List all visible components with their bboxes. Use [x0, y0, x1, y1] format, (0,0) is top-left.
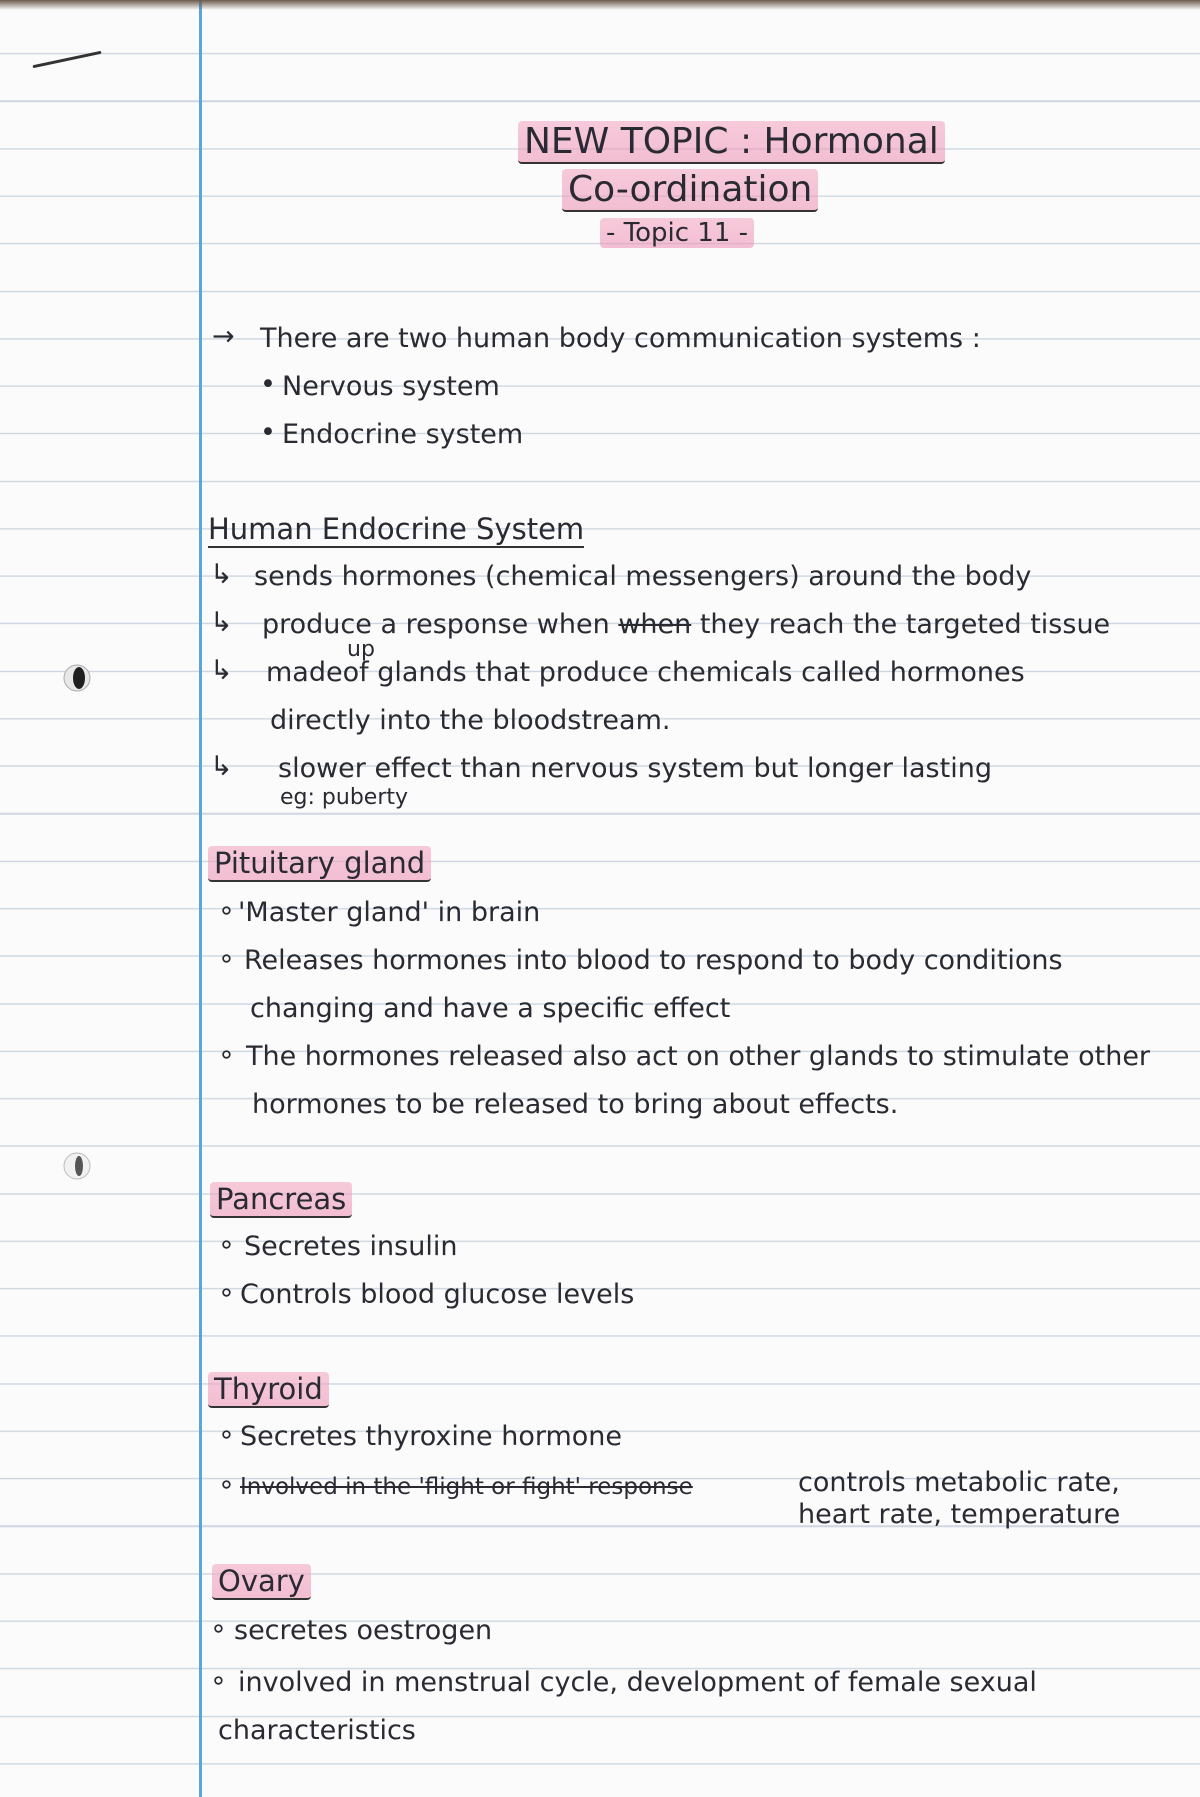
- punch-hole-icon: [60, 1149, 94, 1183]
- circle-bullet-icon: ∘: [218, 1229, 235, 1260]
- hook-arrow-icon: ↳: [210, 607, 233, 638]
- ovary-line-2: involved in menstrual cycle, development of female sexual: [238, 1667, 1037, 1698]
- endocrine-point-3-cont: directly into the bloodstream.: [270, 705, 671, 736]
- hook-arrow-icon: ↳: [210, 559, 233, 590]
- ovary-line-1: secretes oestrogen: [234, 1615, 493, 1646]
- pituitary-line-3-cont: hormones to be released to bring about effects.: [252, 1089, 899, 1120]
- ovary-line-2-cont: characteristics: [218, 1715, 416, 1746]
- pituitary-line-3: The hormones released also act on other glands to stimulate other: [246, 1041, 1151, 1072]
- pituitary-line-1: 'Master gland' in brain: [238, 897, 541, 928]
- endocrine-point-1: sends hormones (chemical messengers) around the body: [254, 561, 1032, 592]
- bullet-endocrine: Endocrine system: [282, 419, 524, 450]
- thyroid-line-2-cont: heart rate, temperature: [798, 1499, 1121, 1530]
- circle-bullet-icon: ∘: [218, 1469, 235, 1500]
- hook-arrow-icon: ↳: [210, 751, 233, 782]
- hook-arrow-icon: ↳: [210, 655, 233, 686]
- circle-bullet-icon: ∘: [218, 1039, 235, 1070]
- circle-bullet-icon: ∘: [218, 1419, 235, 1450]
- inserted-word: up: [347, 637, 375, 662]
- endocrine-point-2: produce a response when when they reach the targeted tissue: [262, 609, 1111, 640]
- endocrine-point-3: madeof glands that produce chemicals called hormones: [266, 657, 1025, 688]
- intro-arrow-icon: →: [212, 321, 235, 352]
- punch-hole-icon: [60, 661, 94, 695]
- bullet-nervous: Nervous system: [282, 371, 500, 402]
- endocrine-point-4: slower effect than nervous system but longer lasting: [278, 753, 992, 784]
- pencil-mark: [32, 51, 101, 68]
- pancreas-line-1: Secretes insulin: [244, 1231, 458, 1262]
- thyroid-struck-text: Involved in the 'flight or fight' response: [240, 1474, 693, 1500]
- title-line-1: NEW TOPIC : Hormonal: [518, 120, 945, 164]
- heading-thyroid: Thyroid: [208, 1372, 329, 1406]
- circle-bullet-icon: ∘: [218, 1277, 235, 1308]
- intro-text: There are two human body communication systems :: [260, 323, 981, 354]
- heading-endocrine: Human Endocrine System: [208, 512, 585, 546]
- heading-pituitary: Pituitary gland: [208, 846, 431, 880]
- bullet-icon: •: [260, 369, 276, 400]
- pituitary-line-2-cont: changing and have a specific effect: [250, 993, 731, 1024]
- circle-bullet-icon: ∘: [210, 1665, 227, 1696]
- bullet-icon: •: [260, 417, 276, 448]
- thyroid-line-1: Secretes thyroxine hormone: [240, 1421, 623, 1452]
- endocrine-example: eg: puberty: [280, 785, 409, 810]
- circle-bullet-icon: ∘: [210, 1613, 227, 1644]
- heading-pancreas: Pancreas: [210, 1182, 352, 1216]
- pituitary-line-2: Releases hormones into blood to respond to body conditions: [244, 945, 1063, 976]
- pancreas-line-2: Controls blood glucose levels: [240, 1279, 635, 1310]
- page-top-edge: [0, 0, 1200, 10]
- title-line-2: Co-ordination: [562, 168, 818, 212]
- struck-word: when: [618, 609, 692, 640]
- heading-ovary: Ovary: [212, 1564, 311, 1598]
- circle-bullet-icon: ∘: [218, 943, 235, 974]
- thyroid-line-2: controls metabolic rate,: [798, 1467, 1120, 1498]
- circle-bullet-icon: ∘: [218, 895, 235, 926]
- topic-number: - Topic 11 -: [600, 216, 754, 250]
